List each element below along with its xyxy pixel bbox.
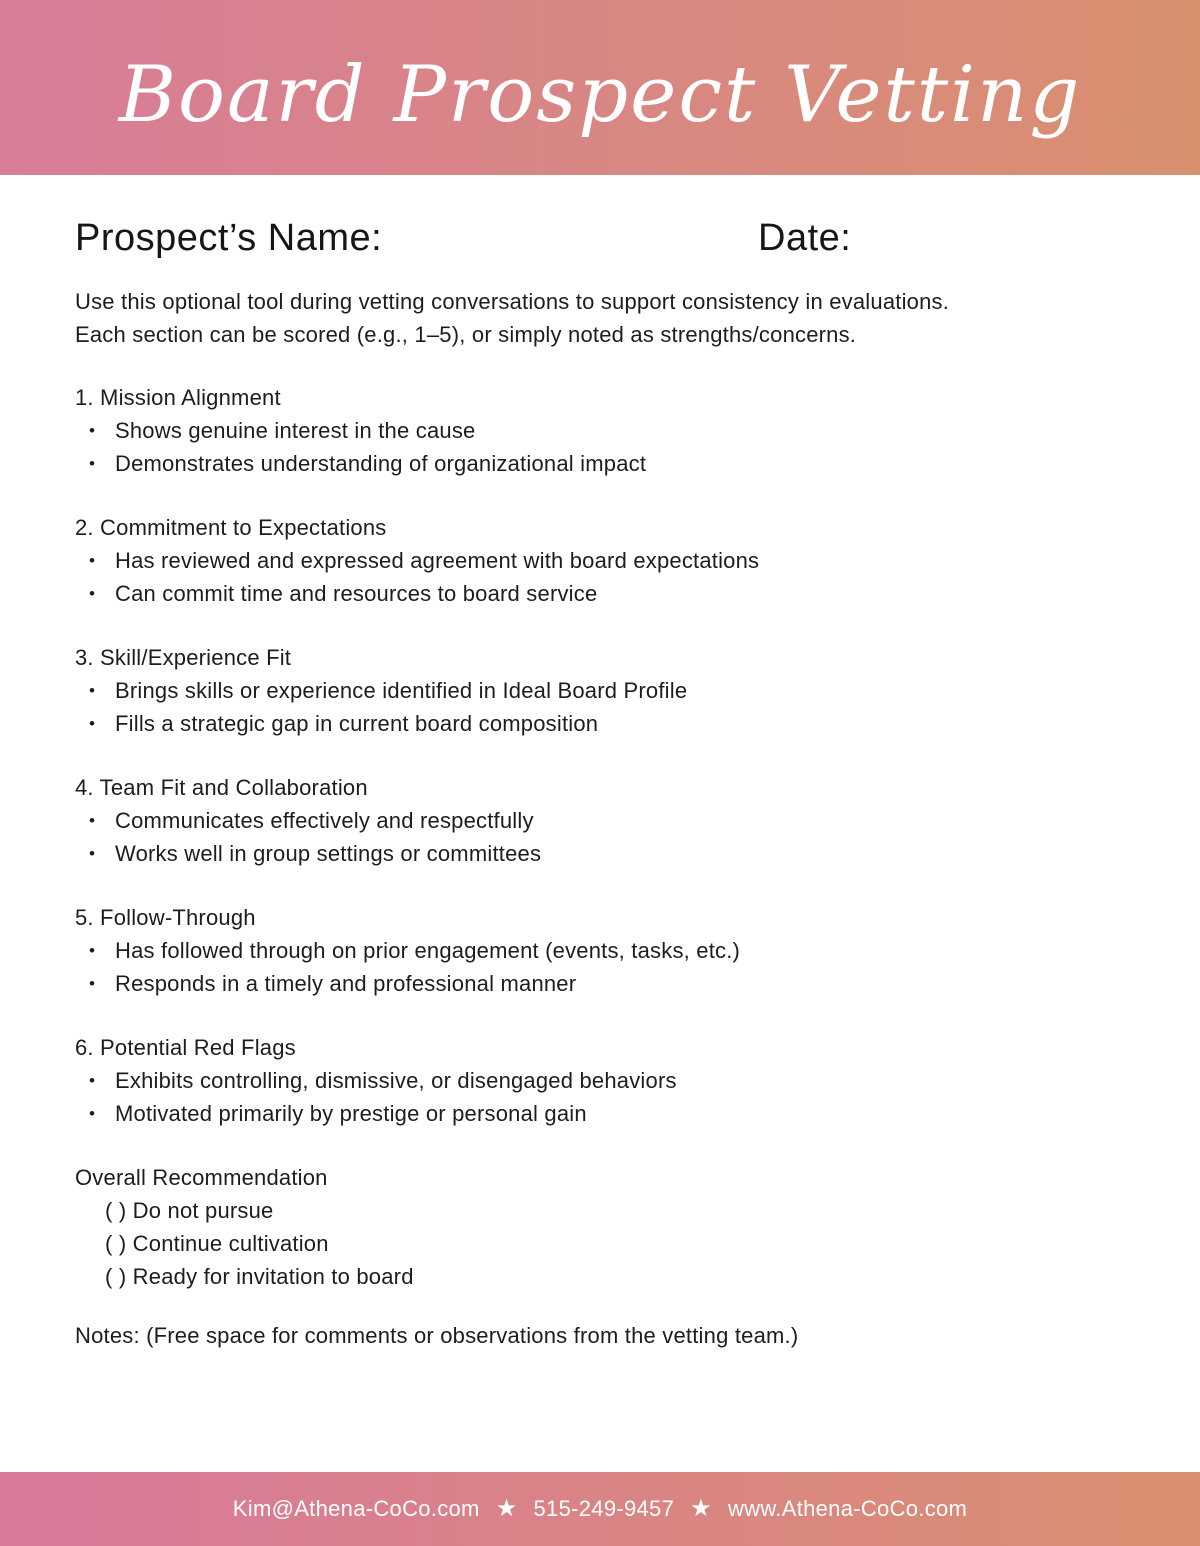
intro-line-2: Each section can be scored (e.g., 1–5), or simply noted as strengths/concerns.	[75, 322, 857, 347]
footer-banner	[0, 1472, 1200, 1546]
bullet-text: Brings skills or experience identified in Ideal Board Profile	[115, 678, 688, 703]
bullet-item	[75, 934, 1125, 967]
bullet-icon: •	[89, 551, 96, 570]
section-heading: 6. Potential Red Flags	[75, 1035, 296, 1060]
bullet-item	[75, 1097, 1125, 1130]
section-heading: 2. Commitment to Expectations	[75, 515, 387, 540]
section-potential-red-flags	[75, 1031, 1125, 1130]
bullet-item	[75, 577, 1125, 610]
bullet-text: Exhibits controlling, dismissive, or disengaged behaviors	[115, 1068, 677, 1093]
bullet-icon: •	[89, 1071, 96, 1090]
recommendation-heading: Overall Recommendation	[75, 1165, 328, 1190]
bullet-item	[75, 967, 1125, 1000]
name-date-row	[75, 215, 1125, 261]
bullet-text: Responds in a timely and professional manner	[115, 971, 577, 996]
section-follow-through	[75, 901, 1125, 1000]
bullet-item	[75, 804, 1125, 837]
bullet-icon: •	[89, 584, 96, 603]
date-label: Date:	[758, 217, 852, 259]
notes-label: Notes: (Free space for comments or observations from the vetting team.)	[75, 1323, 799, 1348]
bullet-item	[75, 447, 1125, 480]
recommendation-option-ready-for-invitation: ( ) Ready for invitation to board	[105, 1264, 414, 1289]
bullet-item	[75, 414, 1125, 447]
prospect-name-label: Prospect’s Name:	[75, 217, 383, 259]
star-icon: ★	[495, 1495, 518, 1522]
section-mission-alignment	[75, 381, 1125, 480]
section-heading: 1. Mission Alignment	[75, 385, 281, 410]
bullet-icon: •	[89, 811, 96, 830]
content-area	[0, 215, 1200, 1352]
section-team-fit-collaboration	[75, 771, 1125, 870]
bullet-text: Fills a strategic gap in current board composition	[115, 711, 599, 736]
bullet-text: Has reviewed and expressed agreement with board expectations	[115, 548, 760, 573]
bullet-item	[75, 544, 1125, 577]
recommendation-option-do-not-pursue: ( ) Do not pursue	[105, 1198, 274, 1223]
bullet-item	[75, 837, 1125, 870]
bullet-icon: •	[89, 681, 96, 700]
bullet-text: Communicates effectively and respectfully	[115, 808, 534, 833]
intro-line-1: Use this optional tool during vetting conversations to support consistency in evaluations.	[75, 289, 950, 314]
page-title: Board Prospect Vetting	[118, 49, 1082, 140]
intro-paragraph	[75, 285, 1125, 351]
footer-phone: 515-249-9457	[533, 1496, 675, 1521]
bullet-text: Shows genuine interest in the cause	[115, 418, 476, 443]
section-commitment-to-expectations	[75, 511, 1125, 610]
bullet-text: Demonstrates understanding of organizational impact	[115, 451, 647, 476]
star-icon: ★	[690, 1495, 712, 1522]
bullet-icon: •	[89, 714, 96, 733]
footer-website: www.Athena-CoCo.com	[727, 1496, 968, 1521]
header-banner	[0, 0, 1200, 175]
bullet-icon: •	[89, 974, 96, 993]
section-heading: 5. Follow-Through	[75, 905, 256, 930]
overall-recommendation	[75, 1161, 1125, 1293]
section-heading: 3. Skill/Experience Fit	[75, 645, 292, 670]
section-skill-experience-fit	[75, 641, 1125, 740]
section-heading: 4. Team Fit and Collaboration	[75, 775, 368, 800]
bullet-text: Works well in group settings or committees	[115, 841, 542, 866]
bullet-text: Motivated primarily by prestige or personal gain	[115, 1101, 587, 1126]
bullet-icon: •	[89, 1104, 96, 1123]
bullet-icon: •	[89, 421, 96, 440]
bullet-text: Can commit time and resources to board service	[115, 581, 598, 606]
sections-list	[75, 381, 1125, 1130]
footer-email: Kim@Athena-CoCo.com	[232, 1496, 480, 1521]
bullet-item	[75, 674, 1125, 707]
bullet-item	[75, 707, 1125, 740]
bullet-text: Has followed through on prior engagement (events, tasks, etc.)	[115, 938, 741, 963]
bullet-icon: •	[89, 454, 96, 473]
bullet-icon: •	[89, 844, 96, 863]
bullet-icon: •	[89, 941, 96, 960]
recommendation-option-continue-cultivation: ( ) Continue cultivation	[105, 1231, 329, 1256]
bullet-item	[75, 1064, 1125, 1097]
